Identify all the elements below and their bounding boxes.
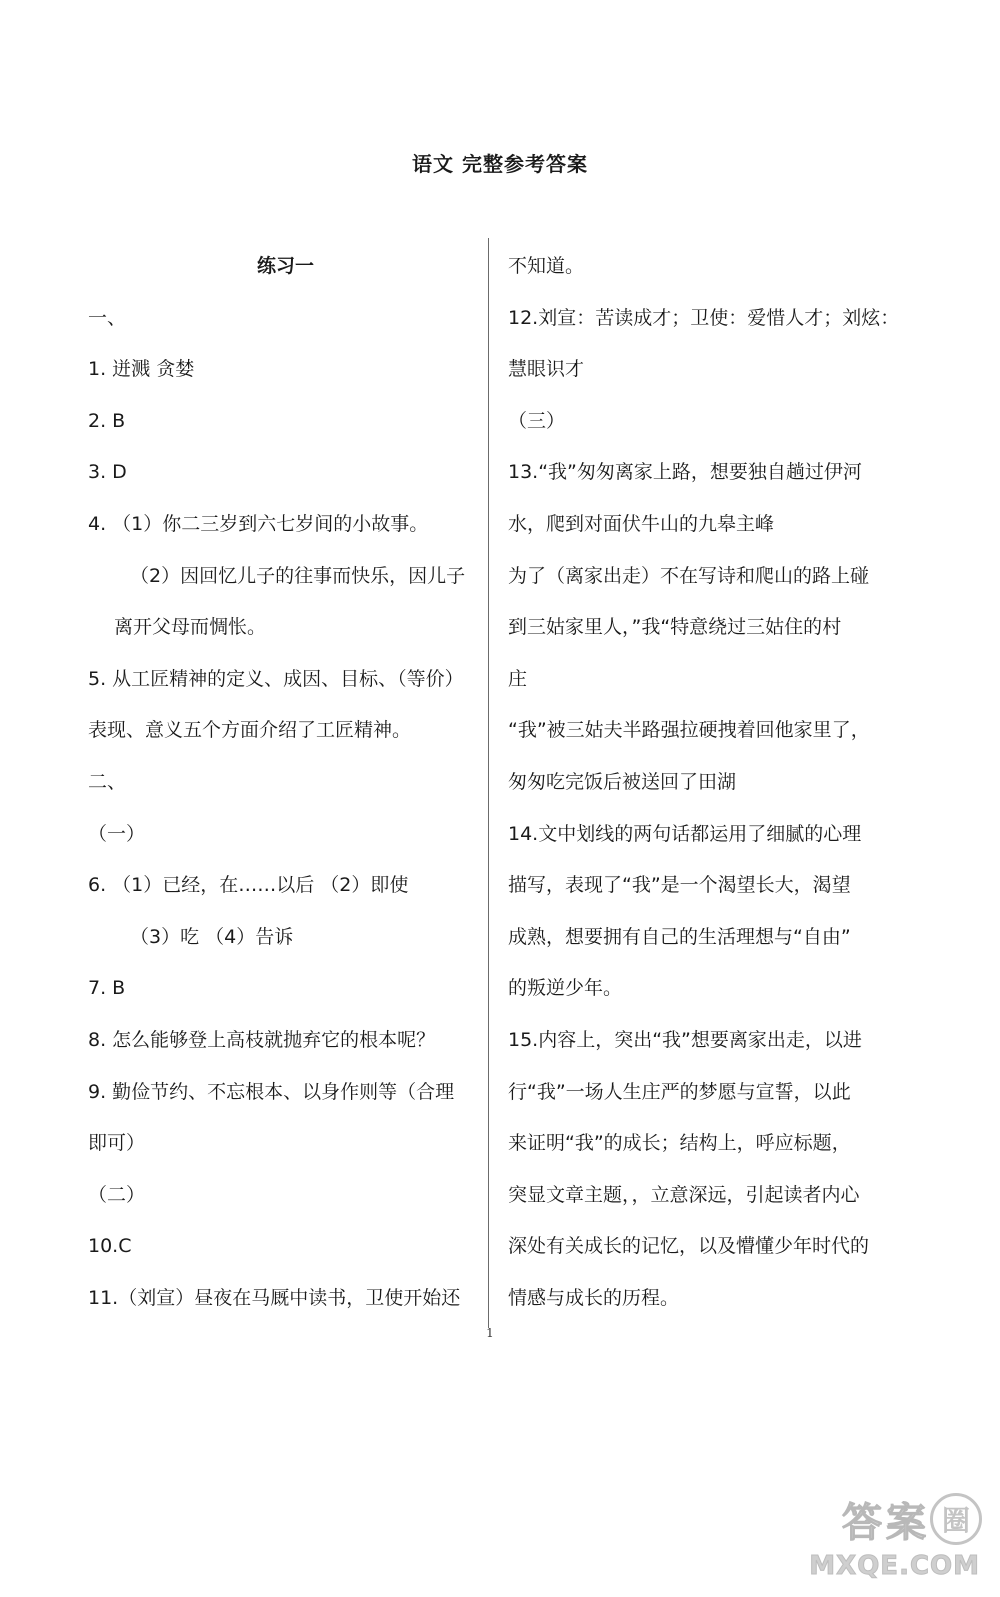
answer-line: 的叛逆少年。 [508, 977, 623, 1000]
document-title: 语文 完整参考答案 [412, 152, 588, 176]
answer-line: 6. （1）已经，在……以后 （2）即使 [88, 874, 409, 897]
answer-line: 3. D [88, 461, 127, 484]
answer-line: 描写，表现了“我”是一个渴望长大，渴望 [508, 874, 851, 897]
answer-line: 突显文章主题，，立意深远，引起读者内心 [508, 1183, 860, 1206]
answer-line: （3）吃 （4）告诉 [130, 925, 294, 948]
answer-line: （一） [88, 822, 146, 845]
answer-line: 为了（离家出走）不在写诗和爬山的路上碰 [508, 564, 870, 587]
answer-line: 4. （1）你二三岁到六七岁间的小故事。 [88, 512, 429, 535]
answer-line: 5. 从工匠精神的定义、成因、目标、（等价） [88, 667, 464, 690]
left-column [88, 250, 483, 1333]
answer-line: 到三姑家里人，”我“特意绕过三姑住的村 [508, 616, 842, 639]
answer-line: 水，爬到对面伏牛山的九皋主峰 [508, 512, 775, 535]
answer-line: 匆匆吃完饭后被送回了田湖 [508, 770, 737, 793]
answer-line: 1. 迸溅 贪婪 [88, 358, 195, 381]
answer-line: 慧眼识才 [508, 358, 585, 381]
answer-line: 8. 怎么能够登上高枝就抛弃它的根本呢？ [88, 1028, 436, 1051]
answer-line: 行“我”一场人生庄严的梦愿与宣誓，以此 [508, 1080, 851, 1103]
answer-line: 成熟，想要拥有自己的生活理想与“自由” [508, 925, 851, 948]
watermark-circle-icon: 圈 [930, 1493, 982, 1545]
watermark-mark [786, 1493, 982, 1545]
watermark-url: MXQE.COM [809, 1551, 980, 1581]
watermark-logo [782, 1493, 982, 1581]
watermark-char: 答 [842, 1499, 882, 1546]
answer-line: 11.（刘宣）昼夜在马厩中读书，卫使开始还 [88, 1286, 461, 1309]
answer-line: （2）因回忆儿子的往事而快乐，因儿子 [130, 564, 466, 587]
answer-line: （三） [508, 409, 566, 432]
answer-line: 不知道。 [508, 255, 585, 277]
answer-line: 15.内容上，突出“我”想要离家出走，以进 [508, 1028, 862, 1051]
answer-line: 10.C [88, 1235, 132, 1258]
answer-line: 9. 勤俭节约、不忘根本、以身作则等（合理 [88, 1080, 455, 1103]
watermark-char: 案 [886, 1499, 926, 1546]
answer-line: （二） [88, 1183, 146, 1206]
answer-line: 庄 [508, 667, 528, 690]
section-title: 练习一 [256, 255, 314, 277]
answer-line: 深处有关成长的记忆，以及懵懂少年时代的 [508, 1235, 870, 1258]
answer-line: 7. B [88, 977, 126, 1000]
column-divider [488, 238, 489, 1328]
answer-line: 13.“我”匆匆离家上路，想要独自趟过伊河 [508, 461, 862, 484]
answer-line: 离开父母而惆怅。 [114, 616, 267, 639]
answer-line: 表现、意义五个方面介绍了工匠精神。 [88, 719, 412, 742]
answer-line: 14.文中划线的两句话都运用了细腻的心理 [508, 822, 862, 845]
page-number: 1 [486, 1326, 494, 1340]
answer-line: 即可） [88, 1132, 146, 1155]
right-column [508, 250, 908, 1333]
answer-line: “我”被三姑夫半路强拉硬拽着回他家里了， [508, 719, 870, 742]
answer-line: 情感与成长的历程。 [508, 1286, 680, 1309]
answer-line: 二、 [88, 770, 127, 793]
answer-line: 一、 [88, 306, 127, 329]
answer-line: 来证明“我”的成长；结构上，呼应标题， [508, 1132, 851, 1155]
answer-line: 2. B [88, 409, 126, 432]
answer-line: 12.刘宣：苦读成才；卫使：爱惜人才；刘炫： [508, 306, 900, 329]
